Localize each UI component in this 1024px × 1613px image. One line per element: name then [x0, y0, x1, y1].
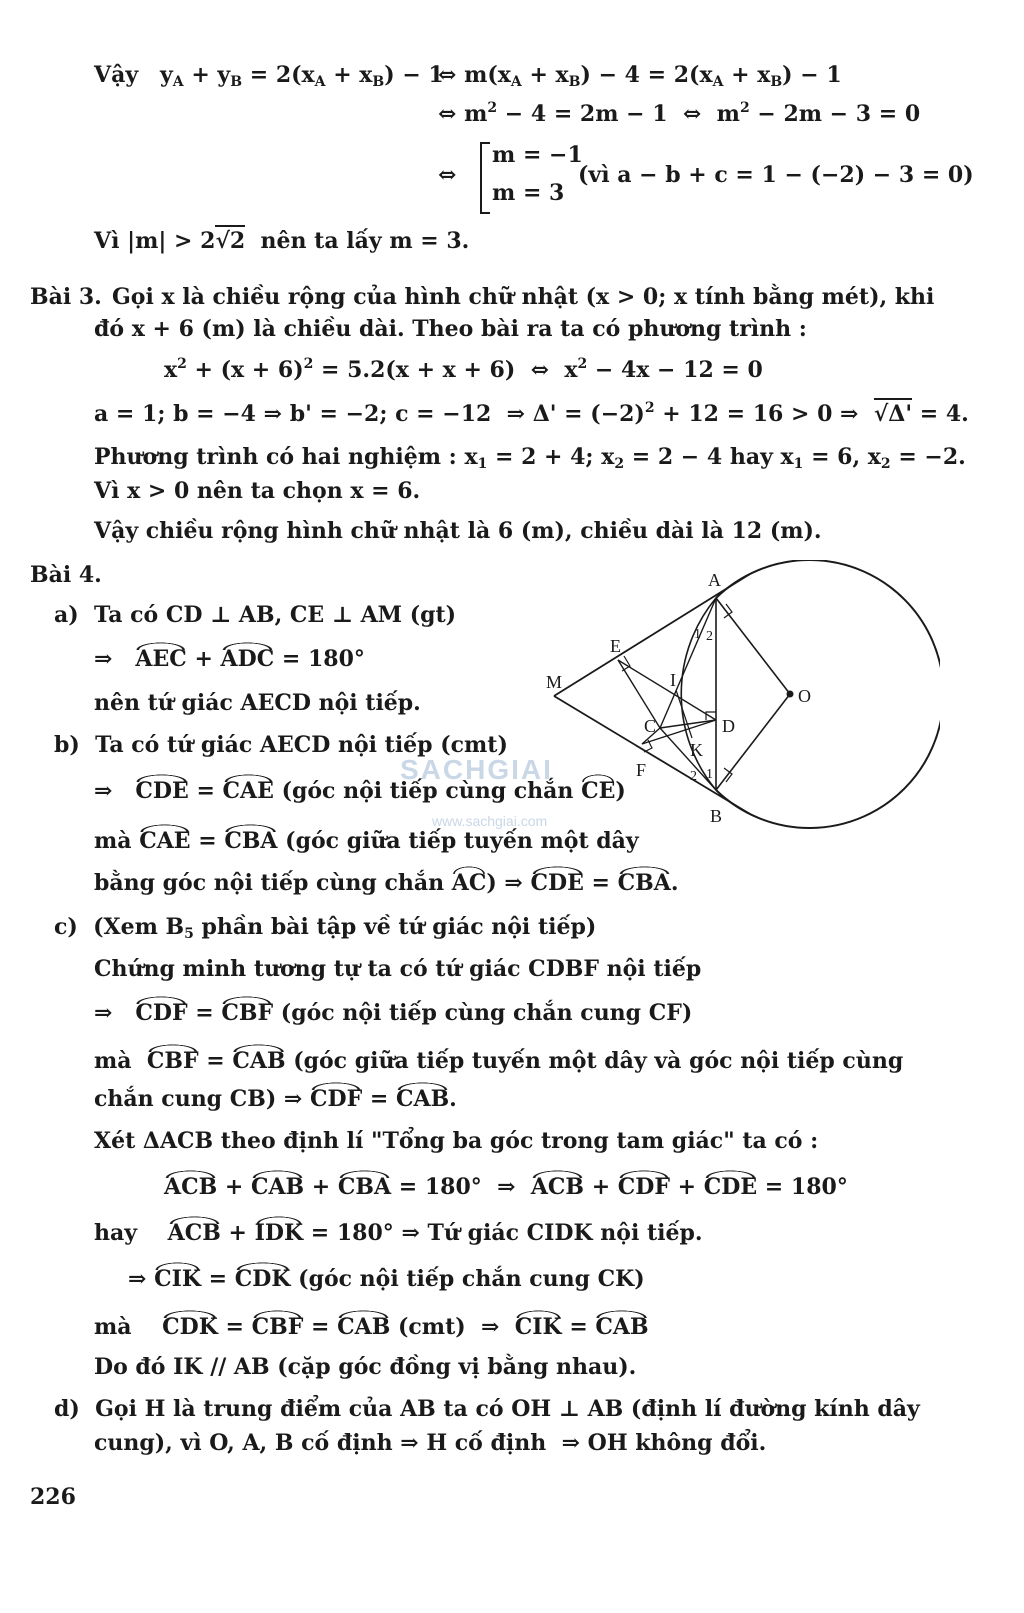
cases-bracket [480, 142, 490, 214]
label-o: O [798, 686, 811, 706]
label-a: A [708, 570, 721, 590]
segment-ca [660, 598, 716, 728]
bai4-b-line-3: mà CAE = CBA (góc giữa tiếp tuyến một dây [94, 824, 639, 856]
label-d: D [722, 716, 735, 736]
angle-b-1: 1 [706, 767, 713, 782]
watermark-brand: SACHGIAI [400, 754, 553, 785]
radius-oa [716, 598, 790, 694]
bai4-a-line-1: a) Ta có CD ⊥ AB, CE ⊥ AM (gt) [54, 602, 457, 628]
tangent-ma [554, 574, 750, 696]
bai4-c-line-4: mà CBF = CAB (góc giữa tiếp tuyến một dây và góc nội tiếp cùng [94, 1044, 903, 1076]
case-note: (vì a − b + c = 1 − (−2) − 3 = 0) [578, 162, 974, 188]
intro-line-3-arrow: ⇔ [438, 162, 457, 188]
bai4-c-line-3: ⇒ CDF = CBF (góc nội tiếp cùng chắn cung CF) [94, 996, 692, 1028]
bai3-line-3: $x^2 + (x + 6)^2 = 5.2(x + x + 6)$ ⇔ $x^2 - 4x - 12 = 0$ [164, 356, 763, 383]
bai4-c-line-7: ACB + CAB + CBA = 180° ⇒ ACB + CDF + CDE = 180° [164, 1170, 848, 1202]
geometry-figure [540, 560, 940, 830]
bai4-a-line-2: ⇒ AEC + ADC = 180° [94, 642, 365, 674]
bai4-c-line-6: Xét ΔACB theo định lí "Tổng ba góc trong tam giác" ta có : [94, 1128, 819, 1154]
bai4-c-line-2: Chứng minh tương tự ta có tứ giác CDBF nội tiếp [94, 956, 702, 982]
label-i: I [670, 670, 676, 690]
circle-arc [716, 560, 940, 828]
label-m: M [546, 672, 563, 692]
watermark-url: www.sachgiai.com [432, 813, 548, 829]
label-c: C [644, 716, 657, 736]
bai4-a-line-3: nên tứ giác AECD nội tiếp. [94, 690, 421, 716]
bai4-c-line-11: Do đó IK // AB (cặp góc đồng vị bằng nhau). [94, 1354, 637, 1380]
bai3-line-2: đó x + 6 (m) là chiều dài. Theo bài ra ta có phương trình : [94, 316, 807, 342]
bai3-line-4: a = 1; b = −4 ⇒ b' = −2; c = −12 ⇒ $\Delta' = (-2)^2 + 12 = 16 > 0$ ⇒ √Δ' = 4. [94, 400, 969, 427]
bai4-d-line-2: cung), vì O, A, B cố định ⇒ H cố định ⇒ OH không đổi. [94, 1430, 767, 1456]
page-number: 226 [30, 1484, 76, 1510]
bai3-line-7: Vậy chiều rộng hình chữ nhật là 6 (m), chiều dài là 12 (m). [94, 518, 822, 544]
label-f: F [636, 760, 647, 780]
case-1: m = −1 [492, 142, 583, 168]
bai3-title: Bài 3. [30, 284, 102, 310]
tangent-mb [554, 696, 750, 814]
intro-line-1-rhs: ⇔ $m(x_A + x_B) - 4 = 2(x_A + x_B) - 1$ [438, 62, 842, 90]
angle-a-2: 2 [706, 629, 713, 644]
bai4-c-line-5: chắn cung CB) ⇒ CDF = CAB. [94, 1082, 457, 1114]
bai4-c-line-8: hay ACB + IDK = 180° ⇒ Tứ giác CIDK nội tiếp. [94, 1216, 703, 1248]
intro-line-4: Vì |m| > 2√2 nên ta lấy m = 3. [94, 228, 469, 256]
bai4-d-line-1: d) Gọi H là trung điểm của AB ta có OH ⊥ AB (định lí đường kính dây [54, 1396, 920, 1422]
bai4-b-line-2: ⇒ CDE = CAE (góc nội tiếp cùng chắn CE) [94, 774, 626, 806]
radius-ob [716, 694, 790, 790]
label-b: B [710, 806, 723, 826]
bai3-line-1: Gọi x là chiều rộng của hình chữ nhật (x > 0; x tính bằng mét), khi [112, 284, 935, 310]
intro-line-2: ⇔ $m^2 - 4 = 2m - 1$ ⇔ $m^2 - 2m - 3 = 0$ [438, 100, 921, 127]
intro-line-1-lead: Vậy [94, 62, 139, 88]
angle-b-2: 2 [690, 769, 697, 784]
bai3-line-6: Vì x > 0 nên ta chọn x = 6. [94, 478, 421, 504]
bai4-c-line-9: ⇒ CIK = CDK (góc nội tiếp chắn cung CK) [128, 1262, 645, 1294]
case-2: m = 3 [492, 180, 565, 206]
label-k: K [690, 740, 703, 760]
bai4-c-line-10: mà CDK = CBF = CAB (cmt) ⇒ CIK = CAB [94, 1310, 649, 1342]
label-e: E [610, 636, 621, 656]
angle-a-1: 1 [694, 627, 701, 642]
intro-line-1-lhs: $y_A + y_B = 2(x_A + x_B) - 1$ [160, 62, 444, 90]
bai4-title: Bài 4. [30, 562, 102, 588]
bai3-line-5: Phương trình có hai nghiệm : $x_1 = 2 + 4$; $x_2 = 2 - 4$ hay $x_1 = 6$, $x_2 = -2$. [94, 444, 966, 472]
bai4-b-line-4: bằng góc nội tiếp cùng chắn AC) ⇒ CDE = CBA. [94, 866, 679, 898]
bai4-c-line-1: c) (Xem $B_5$ phần bài tập về tứ giác nội tiếp) [54, 914, 597, 942]
point-o [787, 691, 794, 698]
bai4-b-line-1: b) Ta có tứ giác AECD nội tiếp (cmt) [54, 732, 508, 758]
